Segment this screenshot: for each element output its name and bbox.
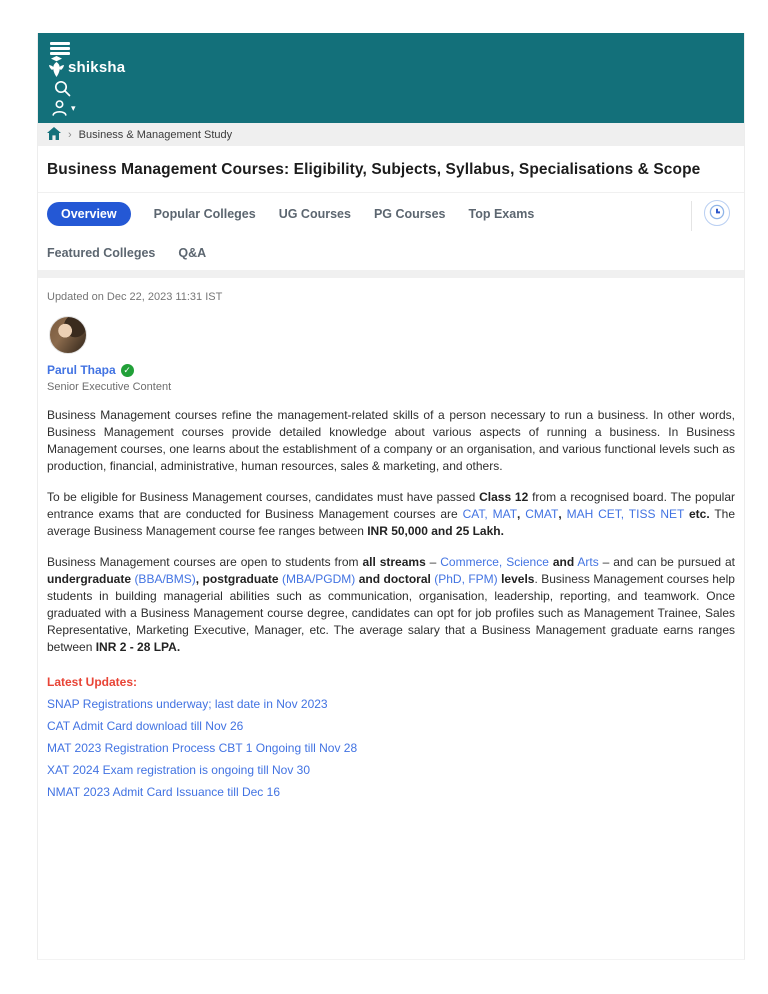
body-text: The average Business Management course fee ranges between: [47, 507, 736, 538]
update-link[interactable]: XAT 2024 Exam registration is ongoing till Nov 30: [47, 763, 311, 777]
inline-link[interactable]: Arts: [577, 555, 599, 569]
bold-text: INR 2 - 28 LPA.: [95, 640, 181, 654]
inline-link[interactable]: Commerce,: [440, 555, 503, 569]
tab-top-exams[interactable]: Top Exams: [468, 207, 535, 221]
brand-logo[interactable]: [48, 56, 734, 78]
article: [38, 278, 744, 799]
latest-updates-list: [47, 698, 735, 799]
breadcrumb-link[interactable]: Business & Management Study: [78, 128, 233, 141]
inline-link[interactable]: CAT, MAT: [462, 507, 518, 521]
page-container: [37, 33, 745, 960]
tab-overview[interactable]: Overview: [47, 202, 131, 226]
tab-featured-colleges[interactable]: Featured Colleges: [47, 246, 156, 260]
clock-icon: [709, 204, 725, 223]
top-nav: [38, 33, 744, 123]
inline-link[interactable]: (MBA/PGDM): [281, 572, 356, 586]
body-text: –: [425, 555, 441, 569]
title-section: [38, 146, 744, 193]
tab-ug-courses[interactable]: UG Courses: [278, 207, 351, 221]
article-paragraphs: [47, 407, 735, 656]
shiksha-bird-icon: [48, 56, 65, 78]
body-text: Business Management courses refine the management-related skills of a person necessary to run a business. In other words, Business Management courses provide detailed knowledge about various aspects of running a business. In Business Management courses, one learns about the establishment of a company or an organisation, and various functional levels such as production, financial, administrative, human resources, sales & marketing, and others.: [47, 408, 735, 473]
body-text: – and can be pursued at: [598, 555, 735, 569]
search-icon[interactable]: [53, 80, 71, 98]
tabs-divider: [691, 201, 692, 231]
author-role: Senior Executive Content: [47, 381, 172, 393]
updated-timestamp: Updated on Dec 22, 2023 11:31 IST: [47, 291, 223, 303]
person-icon: [51, 99, 68, 119]
bold-text: levels: [501, 572, 535, 586]
bold-text: INR 50,000 and 25 Lakh.: [367, 524, 504, 538]
tab-popular-colleges[interactable]: Popular Colleges: [153, 207, 256, 221]
bold-text: , postgraduate: [195, 572, 279, 586]
breadcrumb-separator: ›: [68, 128, 72, 141]
bold-text: etc.: [689, 507, 710, 521]
author-row: [47, 363, 735, 377]
chevron-down-icon: ▾: [71, 103, 76, 114]
home-icon[interactable]: [47, 127, 61, 143]
update-link[interactable]: CAT Admit Card download till Nov 26: [47, 719, 244, 733]
body-text: To be eligible for Business Management courses, candidates must have passed: [47, 490, 480, 504]
inline-link[interactable]: (PhD, FPM): [434, 572, 498, 586]
tab-q-a[interactable]: Q&A: [178, 246, 207, 260]
article-paragraph: [47, 489, 735, 540]
verified-check-icon: ✓: [121, 364, 134, 377]
page-title: Business Management Courses: Eligibility, Subjects, Syllabus, Specialisations & Scope: [47, 161, 701, 178]
tabs-section: [38, 193, 744, 270]
brand-name: shiksha: [68, 58, 126, 76]
tab-pg-courses[interactable]: PG Courses: [373, 207, 446, 221]
bold-text: and: [552, 555, 575, 569]
bold-text: ,: [558, 507, 567, 521]
update-link[interactable]: SNAP Registrations underway; last date in Nov 2023: [47, 697, 328, 711]
body-text: . Business Management courses help students in building managerial abilities such as communication, organisation, leadership, reporting, and teamwork. Once graduated with a Business Management course degree, candidates can opt for job profiles such as Management Trainee, Sales Representative, Marketing Executive, Manager, etc. The average salary that a Business Management graduate earns ranges between: [47, 572, 735, 654]
section-divider: [38, 270, 744, 278]
inline-link[interactable]: MAH CET, TISS NET: [566, 507, 685, 521]
breadcrumb: [38, 123, 744, 146]
bold-text: Class 12: [479, 490, 529, 504]
body-text: from a recognised board. The popular entrance exams that are conducted for Business Management courses are: [47, 490, 736, 521]
update-link[interactable]: NMAT 2023 Admit Card Issuance till Dec 16: [47, 785, 280, 799]
hamburger-menu-icon[interactable]: [50, 42, 70, 55]
inline-link[interactable]: Science: [506, 555, 549, 569]
profile-menu[interactable]: [51, 99, 85, 119]
update-link[interactable]: MAT 2023 Registration Process CBT 1 Ongoing till Nov 28: [47, 741, 358, 755]
article-paragraph: [47, 407, 735, 475]
body-text: Business Management courses are open to students from: [47, 555, 363, 569]
author-avatar[interactable]: [49, 316, 87, 354]
inline-link[interactable]: CMAT: [525, 507, 559, 521]
history-clock-button[interactable]: [704, 200, 730, 226]
latest-updates-heading: Latest Updates:: [47, 675, 138, 689]
article-paragraph: [47, 554, 735, 656]
author-name-link[interactable]: Parul Thapa: [47, 363, 116, 377]
bold-text: all streams: [362, 555, 426, 569]
bold-text: ,: [517, 507, 526, 521]
bold-text: undergraduate: [47, 572, 132, 586]
inline-link[interactable]: (BBA/BMS): [134, 572, 196, 586]
bold-text: and doctoral: [358, 572, 431, 586]
tabs-list: [47, 202, 684, 260]
